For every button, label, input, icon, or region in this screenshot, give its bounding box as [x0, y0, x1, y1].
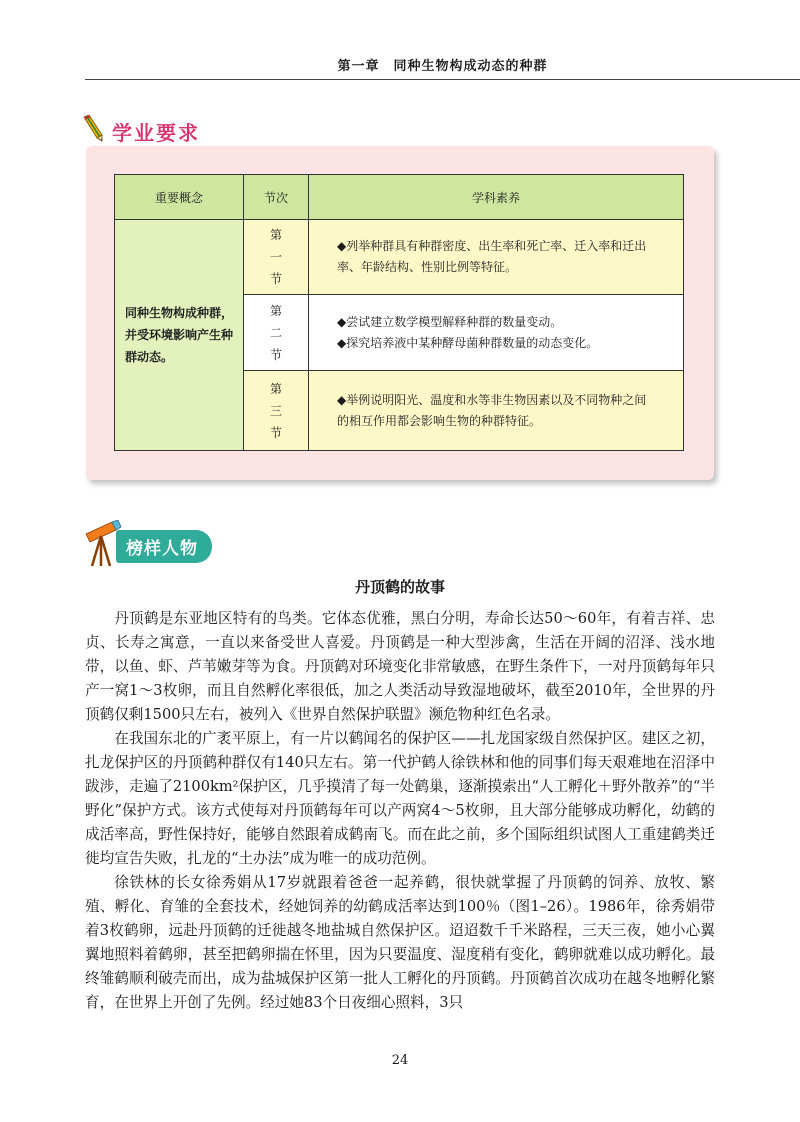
- section-cell: 第 一 节: [244, 220, 309, 295]
- section-cell: 第 三 节: [244, 371, 309, 451]
- requirements-title: 学业要求: [112, 120, 200, 145]
- pencil-icon: [80, 115, 106, 147]
- requirements-box: [86, 146, 714, 480]
- table-header-concept: 重要概念: [115, 175, 244, 220]
- literacy-cell: ◆尝试建立数学模型解释种群的数量变动。 ◆探究培养液中某种酵母菌种群数量的动态变化。: [309, 295, 684, 371]
- story-paragraph: 丹顶鹤是东亚地区特有的鸟类。它体态优雅，黑白分明，寿命长达50～60年，有着吉祥、忠贞、长寿之寓意，一直以来备受世人喜爱。丹顶鹤是一种大型涉禽，生活在开阔的沼泽、浅水地带，以鱼、虾、芦苇嫩芽等为食。丹顶鹤对环境变化非常敏感，在野生条件下，一对丹顶鹤每年只产一窝1～3枚卵，而且自然孵化率很低，加之人类活动导致湿地破坏，截至2010年，全世界的丹顶鹤仅剩1500只左右，被列入《世界自然保护联盟》濒危物种红色名录。: [85, 610, 715, 723]
- chapter-header: 第一章 同种生物构成动态的种群: [85, 55, 800, 80]
- literacy-cell: ◆列举种群具有种群密度、出生率和死亡率、迁入率和迁出率、年龄结构、性别比例等特征。: [309, 220, 684, 295]
- story-title: 丹顶鹤的故事: [354, 578, 445, 596]
- model-heading: [82, 520, 212, 572]
- story-paragraph: 在我国东北的广袤平原上，有一片以鹤闻名的保护区——扎龙国家级自然保护区。建区之初，扎龙保护区的丹顶鹤种群仅有140只左右。第一代护鹤人徐铁林和他的同事们每天艰难地在沼泽中跋涉，走遍了2100km²保护区，几乎摸清了每一处鹤巢，逐渐摸索出“人工孵化＋野外散养”的“半野化”保护方式。该方式使每对丹顶鹤每年可以产两窝4～5枚卵，且大部分能够成功孵化，幼鹤的成活率高，野性保持好，能够自然跟着成鹤南飞。而在此之前，多个国际组织试图人工重建鹤类迁徙均宣告失败，扎龙的“土办法”成为唯一的成功范例。: [85, 730, 715, 867]
- table-header-literacy: 学科素养: [309, 175, 684, 220]
- story-body: [85, 607, 715, 1015]
- concept-cell: 同种生物构成种群，并受环境影响产生种群动态。: [115, 220, 244, 451]
- story-paragraph: 徐铁林的长女徐秀娟从17岁就跟着爸爸一起养鹤，很快就掌握了丹顶鹤的饲养、放牧、繁殖、孵化、育雏的全套技术，经她饲养的幼鹤成活率达到100％（图1–26）。1986年，徐秀娟带着3枚鹤卵，远赴丹顶鹤的迁徙越冬地盐城自然保护区。迢迢数千千米路程，三天三夜，她小心翼翼地照料着鹤卵，甚至把鹤卵揣在怀里，因为只要温度、湿度稍有变化，鹤卵就难以成功孵化。最终雏鹤顺利破壳而出，成为盐城保护区第一批人工孵化的丹顶鹤。丹顶鹤首次成功在越冬地孵化繁育，在世界上开创了先例。经过她83个日夜细心照料，3只: [85, 874, 715, 1011]
- section-cell: 第 二 节: [244, 295, 309, 371]
- model-badge: 榜样人物: [116, 530, 212, 563]
- requirements-heading: [80, 115, 200, 147]
- requirements-table: [114, 174, 684, 451]
- table-row: [115, 220, 684, 295]
- table-header-section: 节次: [244, 175, 309, 220]
- page-number: 24: [391, 1053, 409, 1068]
- literacy-cell: ◆举例说明阳光、温度和水等非生物因素以及不同物种之间的相互作用都会影响生物的种群特征。: [309, 371, 684, 451]
